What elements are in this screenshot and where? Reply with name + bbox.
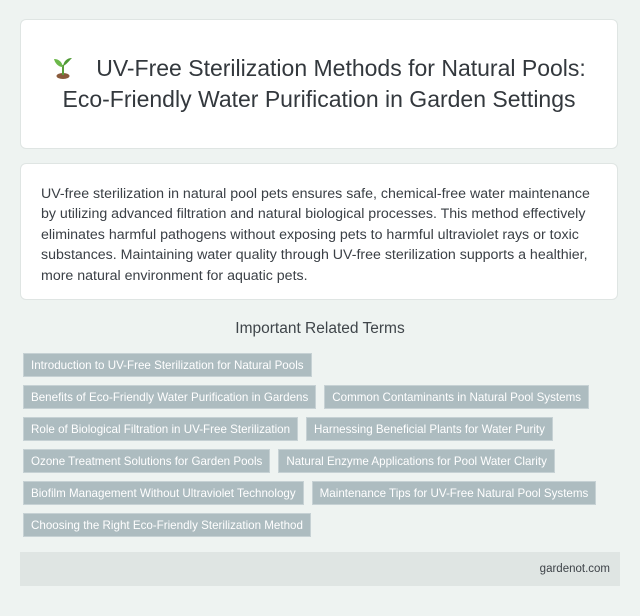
- tag-row: [23, 513, 623, 537]
- title-card: [20, 19, 618, 149]
- related-term-tag[interactable]: Benefits of Eco-Friendly Water Purification in Gardens: [23, 385, 316, 409]
- related-term-tag[interactable]: Natural Enzyme Applications for Pool Water Clarity: [278, 449, 555, 473]
- site-link[interactable]: gardenot.com: [539, 563, 610, 575]
- tag-row: [23, 481, 623, 505]
- related-term-tag[interactable]: Biofilm Management Without Ultraviolet Technology: [23, 481, 304, 505]
- summary-text: UV-free sterilization in natural pool pets ensures safe, chemical-free water maintenance by utilizing advanced filtration and natural biological processes. This method effectively eliminates harmful pathogens without exposing pets to harmful ultraviolet rays or toxic substances. Maintaining water quality through UV-free sterilization supports a healthier, more natural environment for aquatic pets.: [41, 186, 590, 284]
- tag-row: [23, 449, 623, 473]
- tag-row: [23, 417, 623, 441]
- sprout-icon: [52, 55, 74, 79]
- related-terms-heading: Important Related Terms: [235, 320, 405, 337]
- related-term-tag[interactable]: Introduction to UV-Free Sterilization for Natural Pools: [23, 353, 312, 377]
- tag-row: [23, 353, 623, 377]
- tag-row: [23, 385, 623, 409]
- related-term-tag[interactable]: Ozone Treatment Solutions for Garden Pools: [23, 449, 270, 473]
- related-term-tag[interactable]: Harnessing Beneficial Plants for Water Purity: [306, 417, 553, 441]
- page-title: [51, 53, 587, 115]
- page-title-text: UV-Free Sterilization Methods for Natural Pools: Eco-Friendly Water Purification in Garden Settings: [62, 55, 586, 112]
- related-term-tag[interactable]: Common Contaminants in Natural Pool Systems: [324, 385, 589, 409]
- related-term-tag[interactable]: Role of Biological Filtration in UV-Free Sterilization: [23, 417, 298, 441]
- related-term-tag[interactable]: Maintenance Tips for UV-Free Natural Pool Systems: [312, 481, 597, 505]
- footer: [20, 552, 620, 586]
- related-terms-list: [23, 353, 623, 545]
- summary-card: [20, 163, 618, 300]
- related-term-tag[interactable]: Choosing the Right Eco-Friendly Sterilization Method: [23, 513, 311, 537]
